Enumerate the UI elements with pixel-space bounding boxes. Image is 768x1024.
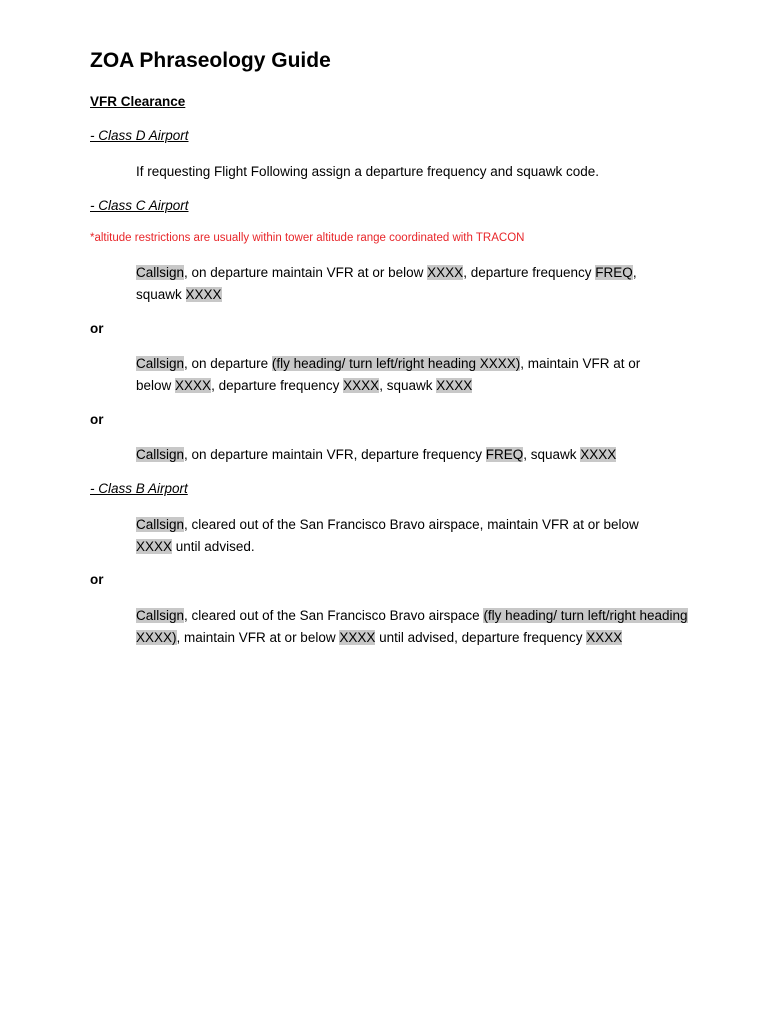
page-title: ZOA Phraseology Guide	[90, 49, 331, 72]
class-b-phrase-1	[136, 514, 656, 558]
phrase-text: , on departure	[184, 356, 272, 371]
callsign-placeholder: Callsign	[136, 608, 185, 623]
heading-placeholder: (fly heading/ turn left/right heading XXXX)	[271, 356, 521, 371]
phrase-text: until advised.	[172, 539, 255, 554]
phrase-text: , squawk	[379, 378, 437, 393]
phrase-text: , squawk	[523, 447, 581, 462]
squawk-placeholder: XXXX	[580, 447, 617, 462]
phrase-text: , maintain VFR at or below	[176, 630, 340, 645]
altitude-placeholder: XXXX	[175, 378, 212, 393]
or-separator: or	[90, 321, 104, 336]
phrase-text: , departure frequency	[463, 265, 596, 280]
phrase-text: , departure frequency	[211, 378, 344, 393]
phrase-text: , on departure maintain VFR at or below	[184, 265, 428, 280]
phrase-text: , maintain VFR at or below	[136, 356, 641, 393]
class-d-text: If requesting Flight Following assign a departure frequency and squawk code.	[136, 164, 600, 179]
phrase-text: , on departure maintain VFR, departure frequency	[184, 447, 486, 462]
altitude-placeholder: XXXX	[427, 265, 464, 280]
frequency-placeholder: XXXX	[343, 378, 380, 393]
phrase-text: until advised, departure frequency	[375, 630, 587, 645]
class-b-label: - Class B Airport	[90, 481, 188, 496]
squawk-placeholder: XXXX	[185, 287, 222, 302]
or-separator: or	[90, 572, 104, 587]
class-c-note: *altitude restrictions are usually within tower altitude range coordinated with TRACON	[90, 232, 525, 244]
class-c-phrase-1	[136, 262, 651, 306]
phrase-text: , cleared out of the San Francisco Bravo airspace, maintain VFR at or below	[184, 517, 639, 532]
altitude-placeholder: XXXX	[339, 630, 376, 645]
squawk-placeholder: XXXX	[436, 378, 473, 393]
callsign-placeholder: Callsign	[136, 447, 185, 462]
frequency-placeholder: FREQ	[595, 265, 633, 280]
class-d-label: - Class D Airport	[90, 128, 189, 143]
phrase-text: , cleared out of the San Francisco Bravo airspace	[184, 608, 484, 623]
frequency-placeholder: FREQ	[485, 447, 524, 462]
frequency-placeholder: XXXX	[586, 630, 623, 645]
callsign-placeholder: Callsign	[136, 265, 185, 280]
class-c-label: - Class C Airport	[90, 198, 189, 213]
phrase-text: , squawk	[136, 265, 637, 302]
altitude-placeholder: XXXX	[136, 539, 173, 554]
or-separator: or	[90, 412, 104, 427]
section-heading: VFR Clearance	[90, 94, 186, 109]
heading-placeholder: (fly heading/ turn left/right heading XXXX)	[136, 608, 688, 645]
class-c-phrase-2	[136, 353, 661, 397]
callsign-placeholder: Callsign	[136, 517, 185, 532]
callsign-placeholder: Callsign	[136, 356, 185, 371]
class-c-phrase-3	[136, 444, 716, 466]
class-b-phrase-2	[136, 605, 696, 649]
